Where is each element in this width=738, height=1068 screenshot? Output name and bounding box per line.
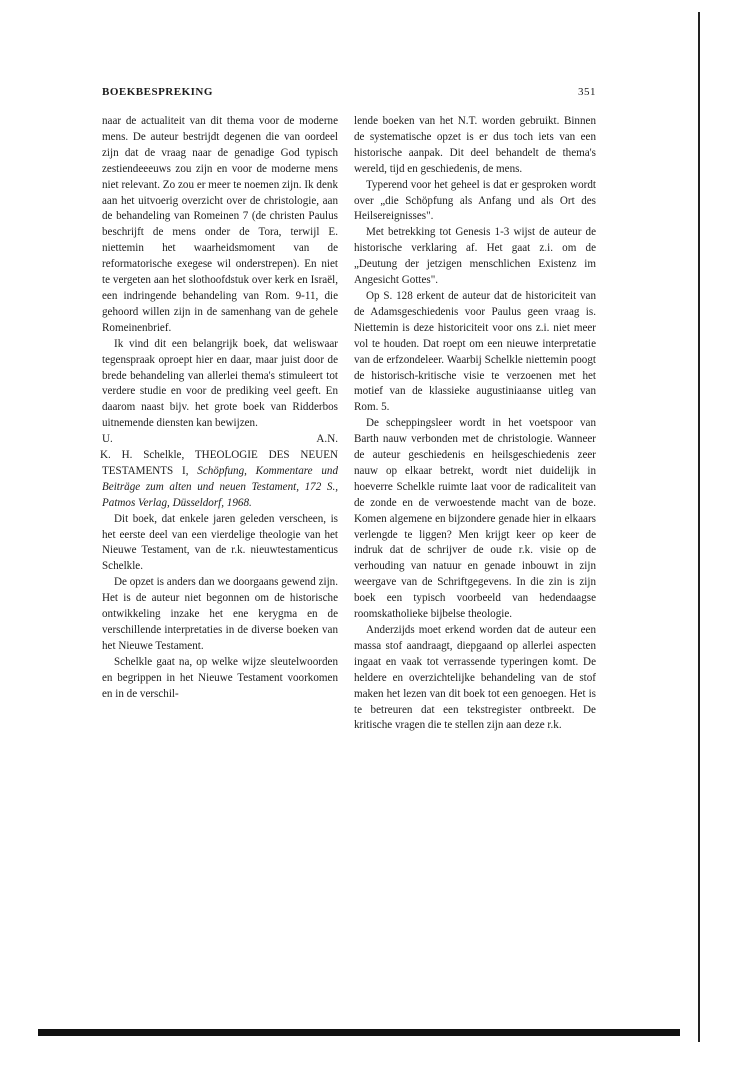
page-number: 351 (578, 86, 596, 98)
left-column (102, 114, 338, 703)
review-signature (102, 432, 338, 448)
paragraph: Schelkle gaat na, op welke wijze sleutelwoorden en begrippen in het Nieuwe Testament voorkomen en in de verschil- (102, 655, 338, 700)
paragraph: Op S. 128 erkent de auteur dat de historiciteit van de Adamsgeschiedenis voor Paulus geen vraag is. Niettemin is deze historiciteit voor ons z.i. niet meer vol te houden. Dat roept om een nieuwe interpretatie van de erfzondeleer. Waarbij Schelkle niettemin poogt de historisch-kritische visie te verzoenen met het motief van de klassieke augustiniaanse uitleg van Rom. 5. (354, 289, 596, 414)
paragraph: Anderzijds moet erkend worden dat de auteur een massa stof aandraagt, diepgaand op allerlei aspecten ingaat en vaak tot verrassende typeringen komt. De heldere en overzichtelijke behandeling van de stof maken het lezen van dit boek tot een genoegen. Het is te betreuren dat een tekstregister ontbreekt. De kritische vragen die te stellen zijn aan deze r.k. (354, 624, 596, 732)
paragraph: Ik vind dit een belangrijk boek, dat weliswaar tegenspraak oproept hier en daar, maar juist door de brede behandeling van allerlei thema's stimuleert tot verdere studie en voor de prediking veel geeft. En daarom naast bijv. het grote boek van Ridderbos uitnemende diensten kan bewijzen. (102, 337, 338, 430)
review-book-title: THEOLOGIE DES NEUEN TESTAMENTS I, (102, 449, 338, 477)
paragraph: lende boeken van het N.T. worden gebruikt. Binnen de systematische opzet is er dus toch iets van een historische aanpak. Dit deel behandelt de thema's wereld, tijd en geschiedenis, de mens. (354, 115, 596, 175)
running-title: BOEKBESPREKING (102, 86, 213, 98)
review-book-details: Schöpfung, Kommentare und Beiträge zum alten und neuen Testament, 172 S., Patmos Verlag, Düsseldorf, 1968. (102, 464, 338, 509)
signature-initials: A.N. (316, 433, 338, 446)
right-column (354, 114, 596, 734)
paragraph: De opzet is anders dan we doorgaans gewend zijn. Het is de auteur niet begonnen om de historische ontwikkeling inzake het ene kerygma en de verschillende interpretaties in de diverse boeken van het Nieuwe Testament. (102, 576, 338, 652)
paragraph: De scheppingsleer wordt in het voetspoor van Barth nauw verbonden met de christologie. Wanneer de auteur geschiedenis en heilsgeschiedenis zeer nauw op elkaar betrekt, wordt niet duidelijk in hoeverre Schelkle ruimte laat voor de radicaliteit van de zonde en de verwoestende macht van de boze. Komen algemene en bijzondere genade hier in elkaars verlengde te liggen? Men krijgt keer op keer de indruk dat de schrijver de oude r.k. visie op de verhouding van natuur en genade inbouwt in zijn weergave van de Schriftgegevens. In die zin is zijn boek een typisch voorbeeld van hedendaagse roomskatholieke bijbelse theologie. (354, 417, 596, 621)
paragraph: naar de actualiteit van dit thema voor de moderne mens. De auteur bestrijdt degenen die van oordeel zijn dat de vraag naar de genadige God typisch zestiendeeeuws zou zijn en voor de moderne mens niet relevant. Zo zou er meer te noemen zijn. Ik denk aan het uitvoerig overzicht over de christologie, aan de behandeling van Romeinen 7 (de christen Paulus beschrijft de mens onder de Tora, terwijl E. niettemin het waarheidsmoment van de reformatorische exegese wil onderstrepen). En niet te vergeten aan het slothoofdstuk over kerk en Israël, een indringende behandeling van Rom. 9-11, die gehoord willen zijn in de samenhang van de gehele Romeinenbrief. (102, 115, 338, 334)
review-header (102, 448, 338, 512)
running-head (102, 86, 596, 102)
signature-place: U. (102, 433, 113, 446)
review-author: K. H. Schelkle, (100, 449, 185, 462)
paragraph: Typerend voor het geheel is dat er gesproken wordt over „die Schöpfung als Anfang und als Ort des Heilsereignisses". (354, 178, 596, 223)
scan-edge-bottom (38, 1029, 680, 1036)
scan-edge-right (698, 12, 700, 1042)
paragraph: Met betrekking tot Genesis 1-3 wijst de auteur de historische verklaring af. Het gaat z.i. om de „Deutung der jetzigen menschlichen Existenz im Angesicht Gottes". (354, 226, 596, 287)
paragraph: Dit boek, dat enkele jaren geleden verscheen, is het eerste deel van een vierdelige theologie van het Nieuwe Testament, van de r.k. nieuwtestamenticus Schelkle. (102, 512, 338, 573)
book-page (102, 86, 596, 946)
